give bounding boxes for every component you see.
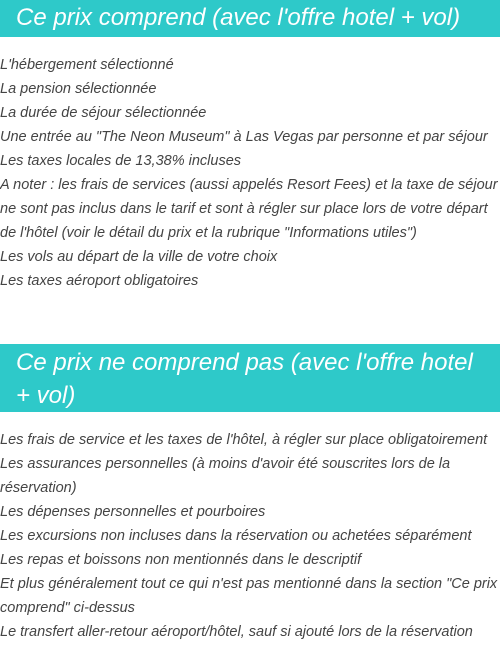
section-title-includes: Ce prix comprend (avec l'offre hotel + vol) bbox=[0, 0, 500, 37]
section-title-excludes: Ce prix ne comprend pas (avec l'offre hotel + vol) bbox=[0, 344, 500, 412]
list-item: Les repas et boissons non mentionnés dans le descriptif bbox=[0, 552, 362, 568]
list-item: Les excursions non incluses dans la réservation ou achetées séparément bbox=[0, 528, 472, 544]
list-item: Les dépenses personnelles et pourboires bbox=[0, 504, 266, 520]
list-item: Les frais de service et les taxes de l'hôtel, à régler sur place obligatoirement bbox=[0, 432, 488, 448]
list-item: Et plus généralement tout ce qui n'est pas mentionné dans la section "Ce prix comprend" ci-dessus bbox=[0, 576, 498, 616]
list-item: Le transfert aller-retour aéroport/hôtel, sauf si ajouté lors de la réservation bbox=[0, 624, 473, 640]
list-item: Les taxes aéroport obligatoires bbox=[0, 273, 199, 289]
list-item: A noter : les frais de services (aussi appelés Resort Fees) et la taxe de séjour ne sont pas inclus dans le tarif et sont à régler sur place lors de votre départ de l'hôtel (voir le détail du prix et la rubrique "Informations utiles") bbox=[0, 177, 498, 241]
list-item: Une entrée au "The Neon Museum" à Las Vegas par personne et par séjour bbox=[0, 129, 488, 145]
list-item: Les taxes locales de 13,38% incluses bbox=[0, 153, 242, 169]
list-item: Les vols au départ de la ville de votre choix bbox=[0, 249, 278, 265]
excluded-items-list bbox=[0, 428, 498, 644]
list-item: Les assurances personnelles (à moins d'avoir été souscrites lors de la réservation) bbox=[0, 456, 451, 496]
included-items-list bbox=[0, 53, 498, 293]
list-item: La durée de séjour sélectionnée bbox=[0, 105, 207, 121]
list-item: L'hébergement sélectionné bbox=[0, 57, 174, 73]
list-item: La pension sélectionnée bbox=[0, 81, 157, 97]
